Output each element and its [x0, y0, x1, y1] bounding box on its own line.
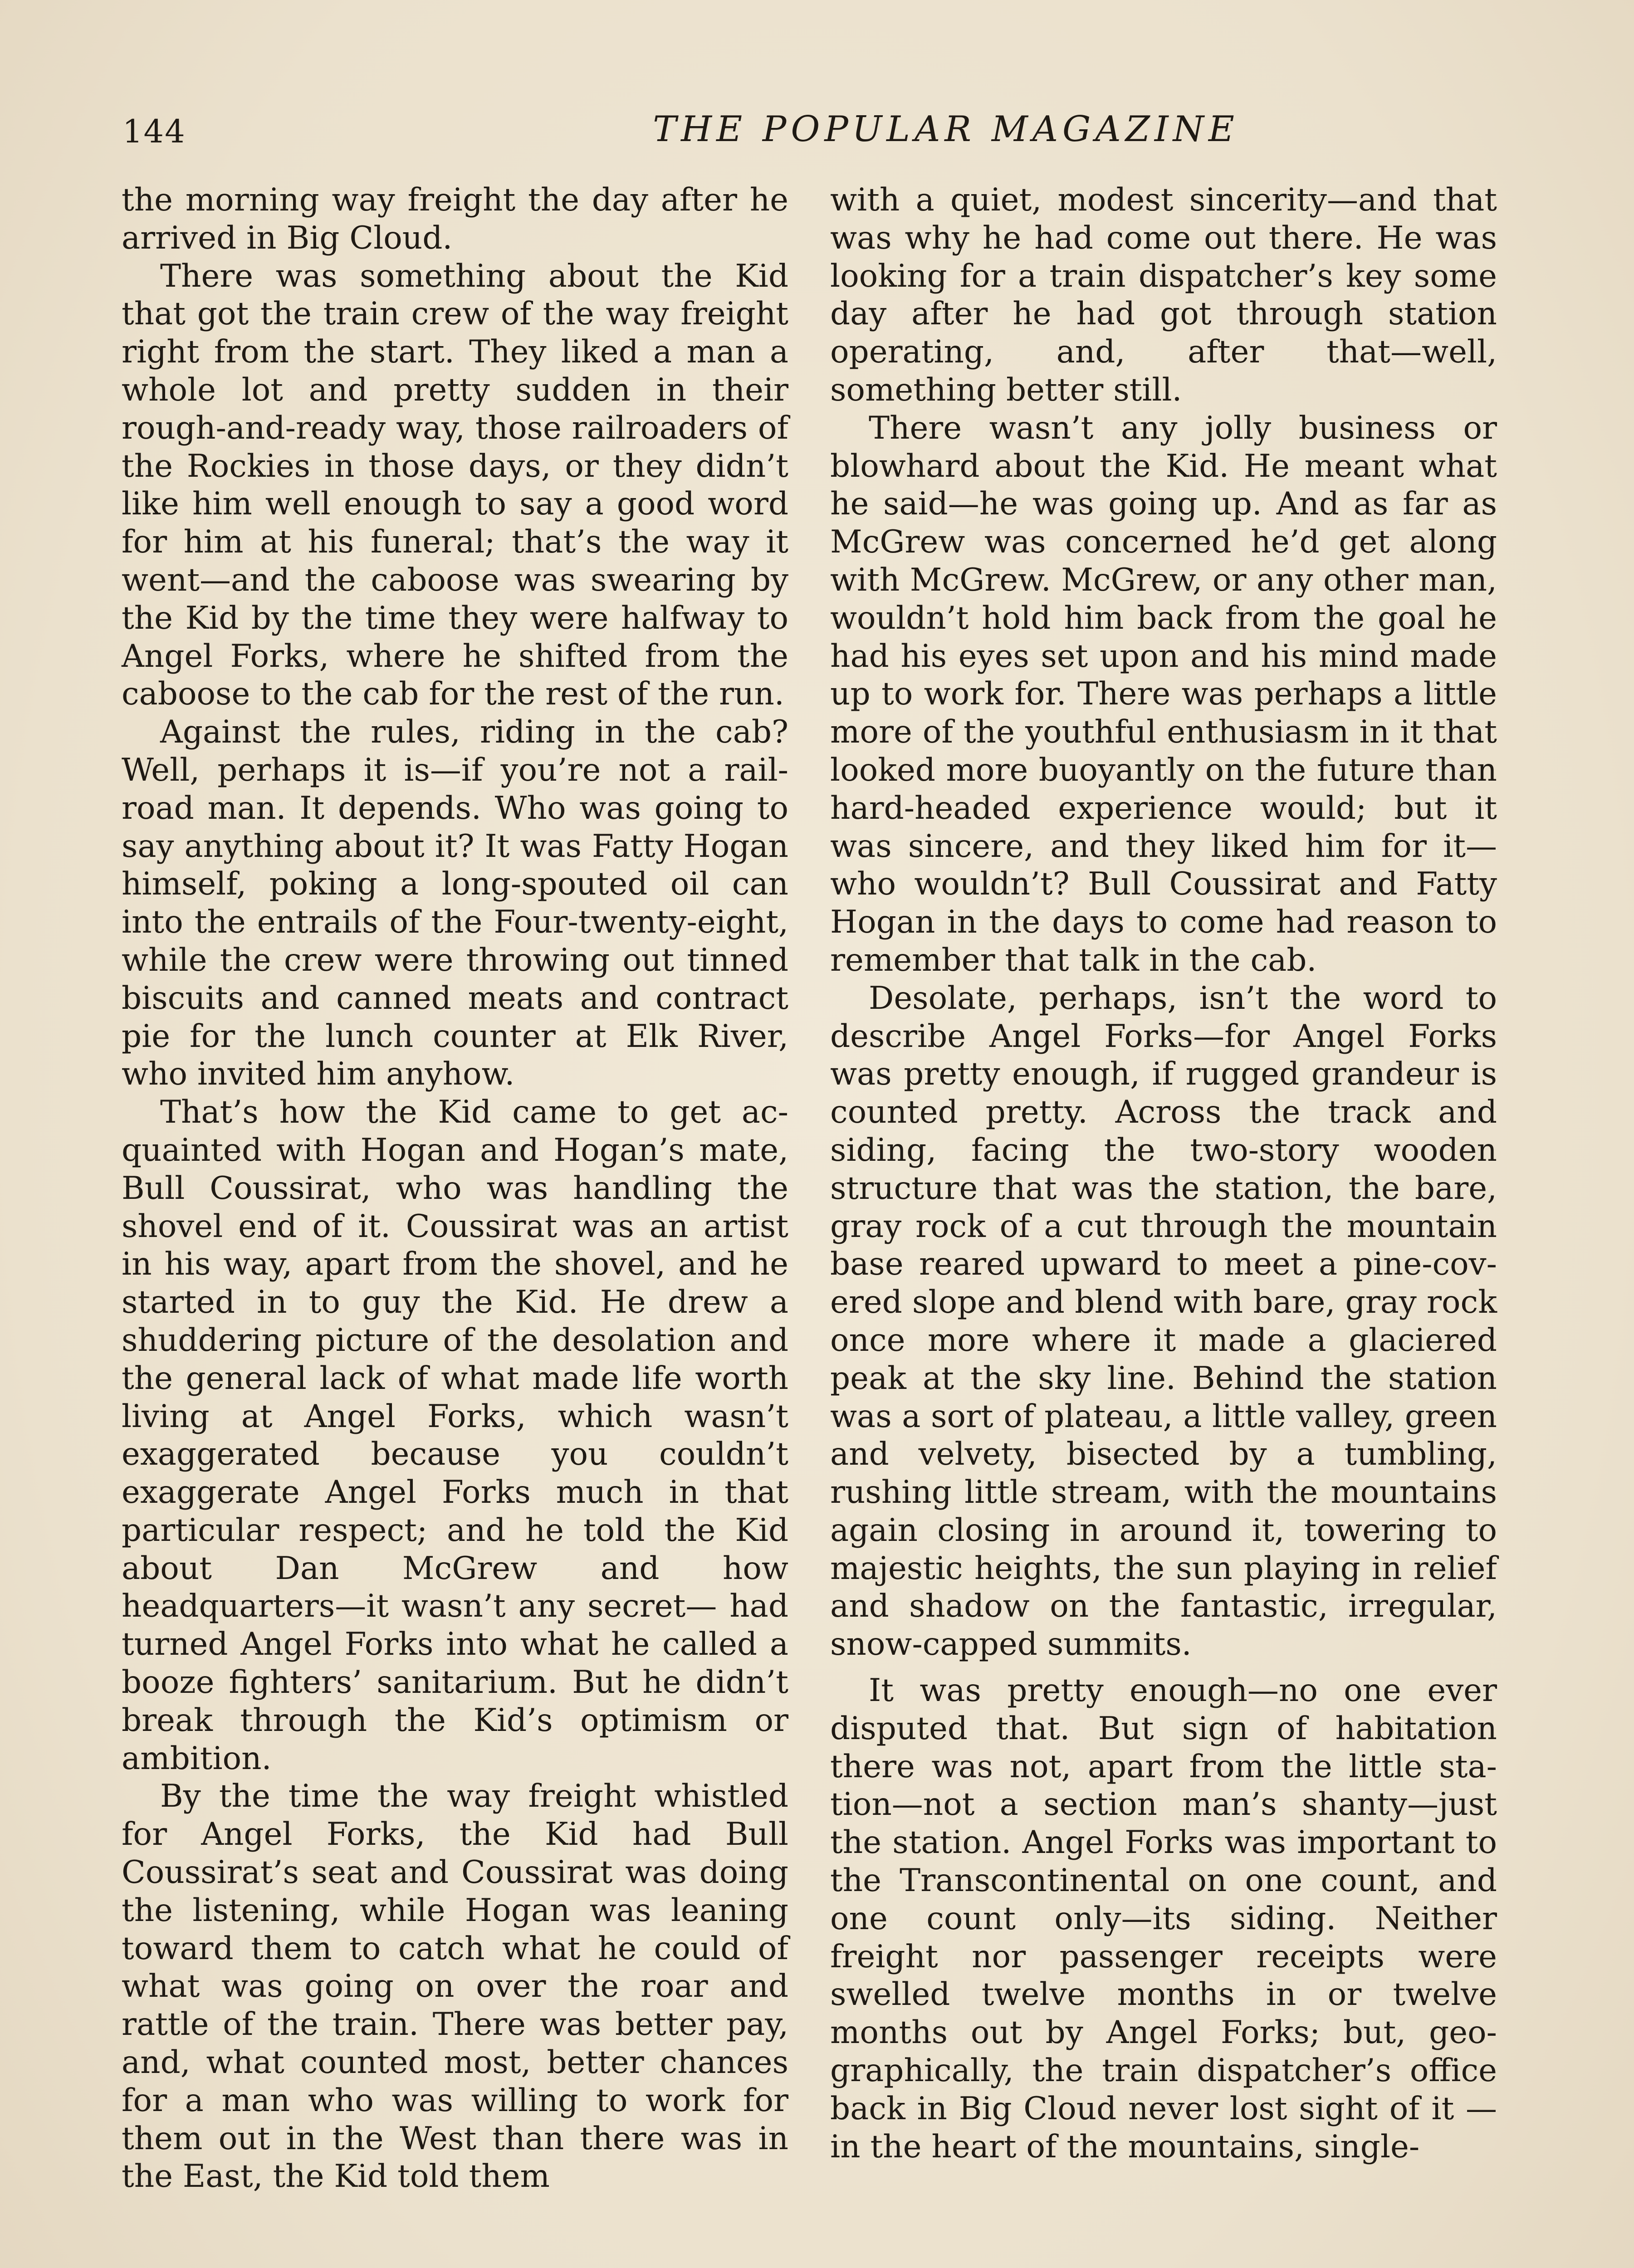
paragraph: That’s how the Kid came to get acquainted with Hogan and Hogan’s mate, Bull Coussirat, who was handling the shovel end of it. Coussirat was an artist in his way, apart from the shovel, and he started in to guy the Kid. He drew a shuddering picture of the desolation and the general lack of what made life worth living at Angel Forks, which wasn’t exaggerated because you couldn’t exaggerate Angel Forks much in that particular respect; and he told the Kid about Dan McGrew and how headquarters—it wasn’t any secret— had turned Angel Forks into what he called a booze fighters’ sanitarium. But he didn’t break through the Kid’s optimism or ambition.: [122, 1094, 788, 1777]
running-title: THE POPULAR MAGAZINE: [653, 109, 1239, 150]
page-number: 144: [122, 113, 186, 150]
paragraph: There wasn’t any jolly business or blowhard about the Kid. He meant what he said—he was going up. And as far as McGrew was concerned he’d get along with McGrew. McGrew, or any other man, wouldn’t hold him back from the goal he had his eyes set upon and his mind made up to work for. There was perhaps a little more of the youthful enthusiasm in it that looked more buoyantly on the future than hard-headed experience would; but it was sincere, and they liked him for it— who wouldn’t? Bull Coussirat and Fatty Hogan in the days to come had reason to remember that talk in the cab.: [830, 410, 1497, 978]
paragraph: There was something about the Kid that got the train crew of the way freight right from the start. They liked a man a whole lot and pretty sudden in their rough-and-ready way, those railroaders of the Rockies in those days, or they didn’t like him well enough to say a good word for him at his funeral; that’s the way it went—and the caboose was swearing by the Kid by the time they were halfway to Angel Forks, where he shifted from the caboose to the cab for the rest of the run.: [122, 258, 788, 713]
paragraph: with a quiet, modest sincerity—and that was why he had come out there. He was looking for a train dispatcher’s key some day after he had got through station operating, and, after that—well, something better still.: [830, 182, 1497, 408]
right-column: [830, 181, 1497, 2166]
page-header: [122, 98, 1515, 166]
left-column: [122, 181, 788, 2196]
paragraph: the morning way freight the day after he arrived in Big Cloud.: [122, 182, 788, 256]
paragraph: It was pretty enough—no one ever disputed that. But sign of habitation there was not, apart from the little station—not a section man’s shanty—just the station. Angel Forks was important to the Transcontinental on one count, and one count only—its siding. Neither freight nor passenger receipts were swelled twelve months in or twelve months out by Angel Forks; but, geographically, the train dispatcher’s office back in Big Cloud never lost sight of it —in the heart of the mountains, single-: [830, 1672, 1497, 2165]
paragraph: Desolate, perhaps, isn’t the word to describe Angel Forks—for Angel Forks was pretty enough, if rugged grandeur is counted pretty. Across the track and siding, facing the two-story wooden structure that was the station, the bare, gray rock of a cut through the mountain base reared upward to meet a pine-covered slope and blend with bare, gray rock once more where it made a glaciered peak at the sky line. Behind the station was a sort of plateau, a little valley, green and velvety, bisected by a tumbling, rushing little stream, with the mountains again closing in around it, towering to majestic heights, the sun playing in relief and shadow on the fantastic, irregular, snow-capped summits.: [830, 980, 1497, 1663]
paragraph: By the time the way freight whistled for Angel Forks, the Kid had Bull Coussirat’s seat and Coussirat was doing the listening, while Hogan was leaning toward them to catch what he could of what was going on over the roar and rattle of the train. There was better pay, and, what counted most, better chances for a man who was willing to work for them out in the West than there was in the East, the Kid told them: [122, 1778, 788, 2195]
paragraph: Against the rules, riding in the cab? Well, perhaps it is—if you’re not a railroad man. It depends. Who was going to say anything about it? It was Fatty Hogan himself, poking a long-spouted oil can into the entrails of the Four-twenty-eight, while the crew were throwing out tinned biscuits and canned meats and contract pie for the lunch counter at Elk River, who invited him anyhow.: [122, 714, 788, 1093]
